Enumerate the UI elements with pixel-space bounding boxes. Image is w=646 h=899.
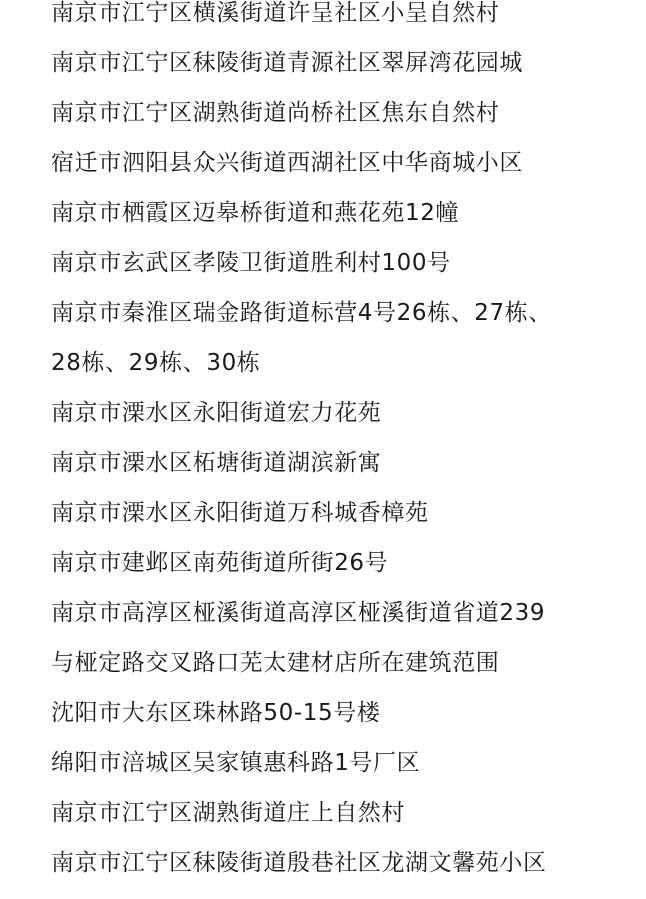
address-line-continuation: 28栋、29栋、30栋 [51,350,261,376]
address-line: 南京市江宁区湖熟街道庄上自然村 [51,800,405,826]
address-line: 沈阳市大东区珠林路50-15号楼 [51,700,381,726]
address-line: 绵阳市涪城区吴家镇惠科路1号厂区 [51,750,421,776]
address-line-continuation: 与桠定路交叉路口芜太建材店所在建筑范围 [51,650,500,676]
address-line: 宿迁市泗阳县众兴街道西湖社区中华商城小区 [51,150,523,176]
address-line: 南京市江宁区秣陵街道殷巷社区龙湖文馨苑小区 [51,850,547,876]
address-line: 南京市溧水区永阳街道万科城香樟苑 [51,500,429,526]
address-line: 南京市江宁区湖熟街道尚桥社区焦东自然村 [51,100,500,126]
address-line: 南京市江宁区横溪街道许呈社区小呈自然村 [51,0,500,26]
address-line: 南京市玄武区孝陵卫街道胜利村100号 [51,250,451,276]
address-line: 南京市江宁区秣陵街道青源社区翠屏湾花园城 [51,50,523,76]
address-line: 南京市溧水区柘塘街道湖滨新寓 [51,450,382,476]
address-line: 南京市溧水区永阳街道宏力花苑 [51,400,382,426]
address-line: 南京市高淳区桠溪街道高淳区桠溪街道省道239 [51,600,546,626]
address-list [51,0,641,888]
address-line: 南京市栖霞区迈皋桥街道和燕花苑12幢 [51,200,460,226]
address-line: 南京市秦淮区瑞金路街道标营4号26栋、27栋、 [51,300,552,326]
address-line: 南京市建邺区南苑街道所街26号 [51,550,389,576]
